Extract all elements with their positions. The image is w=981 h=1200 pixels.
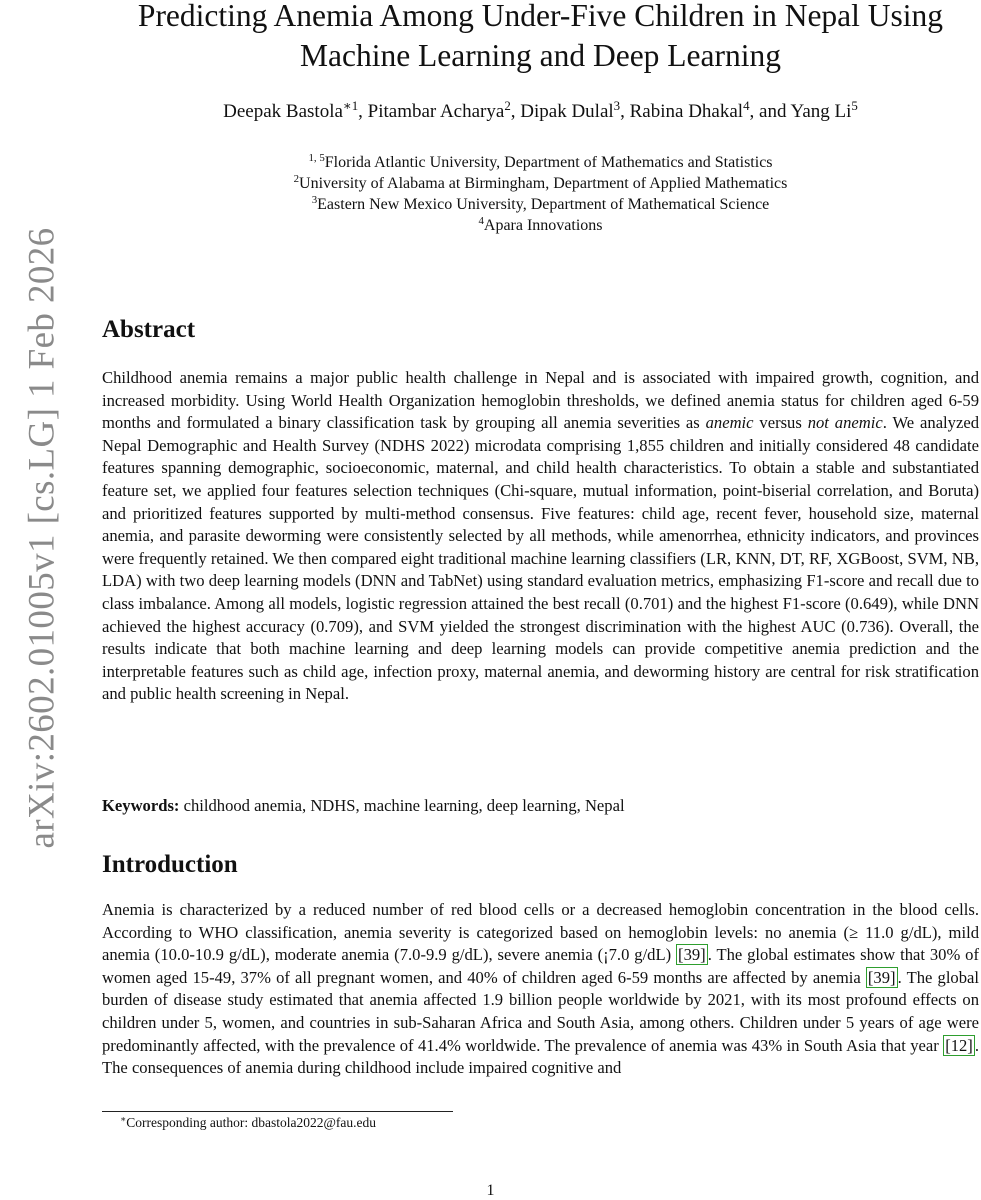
title-line-1: Predicting Anemia Among Under-Five Children in Nepal Using	[137, 0, 944, 33]
affiliation-mark: 3	[311, 194, 318, 207]
introduction-heading: Introduction	[102, 851, 238, 878]
abstract-heading: Abstract	[102, 316, 196, 343]
affiliation-text: Eastern New Mexico University, Department of Mathematical Science	[317, 196, 770, 213]
author-name: Dipak Dulal	[520, 101, 614, 122]
author-separator: , and	[749, 101, 791, 122]
footnote-mark: ∗	[120, 1113, 127, 1124]
affiliation-mark: 2	[293, 173, 300, 186]
author-name: Rabina Dhakal	[629, 101, 744, 122]
affiliation	[102, 152, 979, 173]
author-affiliation-mark: 3	[613, 97, 621, 113]
affiliation-mark: 1, 5	[308, 152, 325, 165]
author-affiliation-mark: 2	[504, 97, 511, 113]
author-separator: ,	[510, 101, 521, 122]
author-separator: ,	[358, 101, 368, 122]
affiliation-list	[102, 152, 979, 236]
author-affiliation-mark: 4	[743, 97, 750, 113]
abstract-emphasis: anemic	[705, 413, 754, 433]
introduction-paragraph	[102, 899, 979, 1080]
affiliation-text: University of Alabama at Birmingham, Department of Applied Mathematics	[299, 175, 788, 192]
paper-title	[102, 0, 979, 76]
author-separator: ,	[620, 101, 630, 122]
affiliation	[102, 215, 979, 236]
abstract-text-segment: Childhood anemia remains a major public health challenge in Nepal and is associated with impaired growth, cognition, and increased morbidity. Using World Health Organization hemoglobin thresholds, we defined anemia status for children aged 6-59 months and formulated a binary classification task by grouping all anemia severities as	[102, 368, 979, 433]
intro-text-segment: . The consequences of anemia during childhood include impaired cognitive and	[102, 1035, 979, 1078]
footnote	[120, 1115, 376, 1131]
affiliation	[102, 194, 979, 215]
abstract-text-segment: versus	[753, 413, 808, 433]
abstract-text-segment: . We analyzed Nepal Demographic and Health Survey (NDHS 2022) microdata comprising 1,855 children and initially considered 48 candidate features spanning demographic, socioeconomic, maternal, and child health characteristics. To obtain a stable and substantiated feature set, we applied four features selection techniques (Chi-square, mutual information, point-biserial correlation, and Boruta) and prioritized features supported by multi-method consensus. Five features: child age, recent fever, household size, maternal anemia, and parasite deworming were consistently selected by all methods, while amenorrhea, ethnicity indicators, and provinces were frequently retained. We then compared eight traditional machine learning classifiers (LR, KNN, DT, RF, XGBoost, SVM, NB, LDA) with two deep learning models (DNN and TabNet) using standard evaluation metrics, emphasizing F1-score and recall due to class imbalance. Among all models, logistic regression attained the best recall (0.701) and the highest F1-score (0.649), while DNN achieved the highest accuracy (0.709), and SVM yielded the strongest discrimination with the highest AUC (0.736). Overall, the results indicate that both machine learning and deep learning models can provide competitive anemia prediction and the interpretable features such as child age, infection proxy, maternal anemia, and deworming history are central for risk stratification and public health screening in Nepal.	[102, 413, 979, 704]
intro-text-segment: Anemia is characterized by a reduced number of red blood cells or a decreased hemoglobin concentration in the blood cells. According to WHO classification, anemia severity is categorized based on hemoglobin levels: no anemia (≥ 11.0 g/dL), mild anemia (10.0-10.9 g/dL), moderate anemia (7.0-9.9 g/dL), severe anemia (¡7.0 g/dL)	[102, 900, 979, 965]
author-affiliation-mark: ∗1	[342, 97, 359, 113]
affiliation	[102, 173, 979, 194]
keywords-label: Keywords:	[102, 796, 180, 815]
author-name: Yang Li	[790, 101, 852, 122]
citation-link[interactable]: [39]	[867, 967, 896, 987]
citation-link[interactable]: [39]	[678, 945, 706, 965]
author-affiliation-mark: 5	[851, 97, 858, 113]
affiliation-mark: 4	[478, 215, 484, 228]
intro-text-segment: . The global burden of disease study estimated that anemia affected 1.9 billion people worldwide by 2021, with its most profound effects on children under 5, women, and countries in sub-Saharan Africa and South Asia, among others. Children under 5 years of age were predominantly affected, with the prevalence of 41.4% worldwide. The prevalence of anemia was 43% in South Asia that year	[102, 967, 979, 1055]
keywords-line	[102, 795, 979, 818]
author-name: Deepak Bastola	[223, 101, 343, 122]
page-number: 1	[486, 1182, 495, 1199]
footnote-text: Corresponding author: dbastola2022@fau.edu	[126, 1115, 376, 1130]
citation-link[interactable]: [12]	[945, 1035, 973, 1055]
abstract-emphasis: not anemic	[807, 413, 883, 433]
affiliation-text: Apara Innovations	[483, 217, 603, 234]
author-name: Pitambar Acharya	[367, 101, 505, 122]
title-line-2: Machine Learning and Deep Learning	[299, 38, 782, 73]
arxiv-identifier-stamp: arXiv:2602.01005v1 [cs.LG] 1 Feb 2026	[21, 227, 63, 849]
affiliation-text: Florida Atlantic University, Department of Mathematics and Statistics	[324, 154, 773, 171]
intro-text-segment: . The global estimates show that 30% of women aged 15-49, 37% of all pregnant women, and 40% of children aged 6-59 months are affected by anemia	[102, 945, 979, 987]
author-list	[102, 99, 979, 125]
abstract-paragraph	[102, 367, 979, 706]
footnote-divider	[102, 1111, 453, 1112]
keywords-text: childhood anemia, NDHS, machine learning, deep learning, Nepal	[183, 796, 625, 815]
